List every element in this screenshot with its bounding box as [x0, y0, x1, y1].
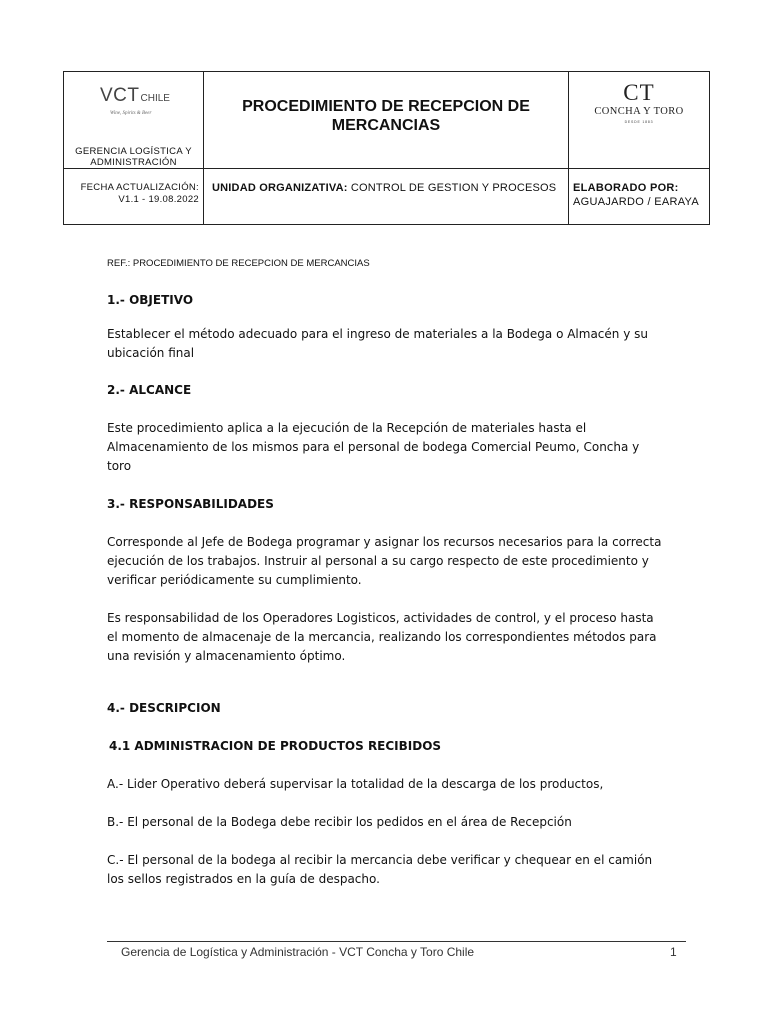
- vct-tagline: Wine, Spirits & Beer: [110, 111, 152, 116]
- section-3-paragraph-1: Corresponde al Jefe de Bodega programar y asignar los recursos necesarios para la correcta ejecución de los trabajos. Instruir al personal a su cargo respecto de este procedimiento y verificar periódicamente su cumplimiento.: [107, 535, 662, 587]
- page-number: 1: [670, 945, 677, 959]
- gerencia-label: GERENCIA LOGÍSTICA Y ADMINISTRACIÓN: [75, 146, 192, 168]
- document-header-table: [63, 71, 710, 225]
- unidad-label: UNIDAD ORGANIZATIVA:: [212, 182, 348, 194]
- section-1-text: Establecer el método adecuado para el ingreso de materiales a la Bodega o Almacén y su ubicación final: [107, 327, 648, 360]
- section-3-paragraph-2: Es responsabilidad de los Operadores Logisticos, actividades de control, y el proceso hasta el momento de almacenaje de la mercancia, realizando los correspondientes métodos para una revisión y almacenamiento óptimo.: [107, 611, 657, 663]
- section-1-heading: 1.- OBJETIVO: [107, 293, 194, 307]
- footer-divider: [107, 941, 686, 942]
- item-b: B.- El personal de la Bodega debe recibir los pedidos en el área de Recepción: [107, 815, 572, 829]
- fecha-cell: [64, 169, 204, 225]
- elaborado-cell: [569, 169, 710, 225]
- item-c: C.- El personal de la bodega al recibir la mercancia debe verificar y chequear en el camión los sellos registrados en la guía de despacho.: [107, 853, 653, 886]
- ct-monogram: CT: [623, 80, 655, 105]
- footer-text: Gerencia de Logística y Administración - VCT Concha y Toro Chile: [121, 945, 475, 959]
- ct-brand-name: CONCHA Y TORO: [594, 106, 684, 117]
- concha-y-toro-logo: [569, 72, 709, 168]
- item-a: A.- Lider Operativo deberá supervisar la totalidad de la descarga de los productos,: [107, 777, 604, 791]
- vct-logo-cell: [64, 72, 204, 169]
- unidad-cell: [204, 169, 569, 225]
- title-cell: [204, 72, 569, 169]
- section-2-heading: 2.- ALCANCE: [107, 383, 192, 397]
- section-2-text: Este procedimiento aplica a la ejecución de la Recepción de materiales hasta el Almacenamiento de los mismos para el personal de bodega Comercial Peumo, Concha y toro: [107, 421, 640, 473]
- section-4-1-heading: 4.1 ADMINISTRACION DE PRODUCTOS RECIBIDOS: [109, 739, 442, 753]
- section-4-heading: 4.- DESCRIPCION: [107, 701, 221, 715]
- document-title: PROCEDIMIENTO DE RECEPCION DE MERCANCIAS: [242, 98, 530, 134]
- ct-since: DESDE 1883: [624, 120, 654, 124]
- elaborado-label: ELABORADO POR:: [573, 182, 679, 194]
- reference-line: REF.: PROCEDIMIENTO DE RECEPCION DE MERCANCIAS: [107, 258, 370, 269]
- ct-logo-cell: [569, 72, 710, 169]
- section-3-heading: 3.- RESPONSABILIDADES: [107, 497, 274, 511]
- vct-chile-logo: VCTCHILE: [100, 85, 170, 106]
- fecha-value: V1.1 - 19.08.2022: [118, 194, 199, 205]
- elaborado-value: AGUAJARDO / EARAYA: [573, 196, 700, 208]
- fecha-label: FECHA ACTUALIZACIÓN:: [80, 182, 199, 193]
- unidad-value: CONTROL DE GESTION Y PROCESOS: [350, 182, 557, 194]
